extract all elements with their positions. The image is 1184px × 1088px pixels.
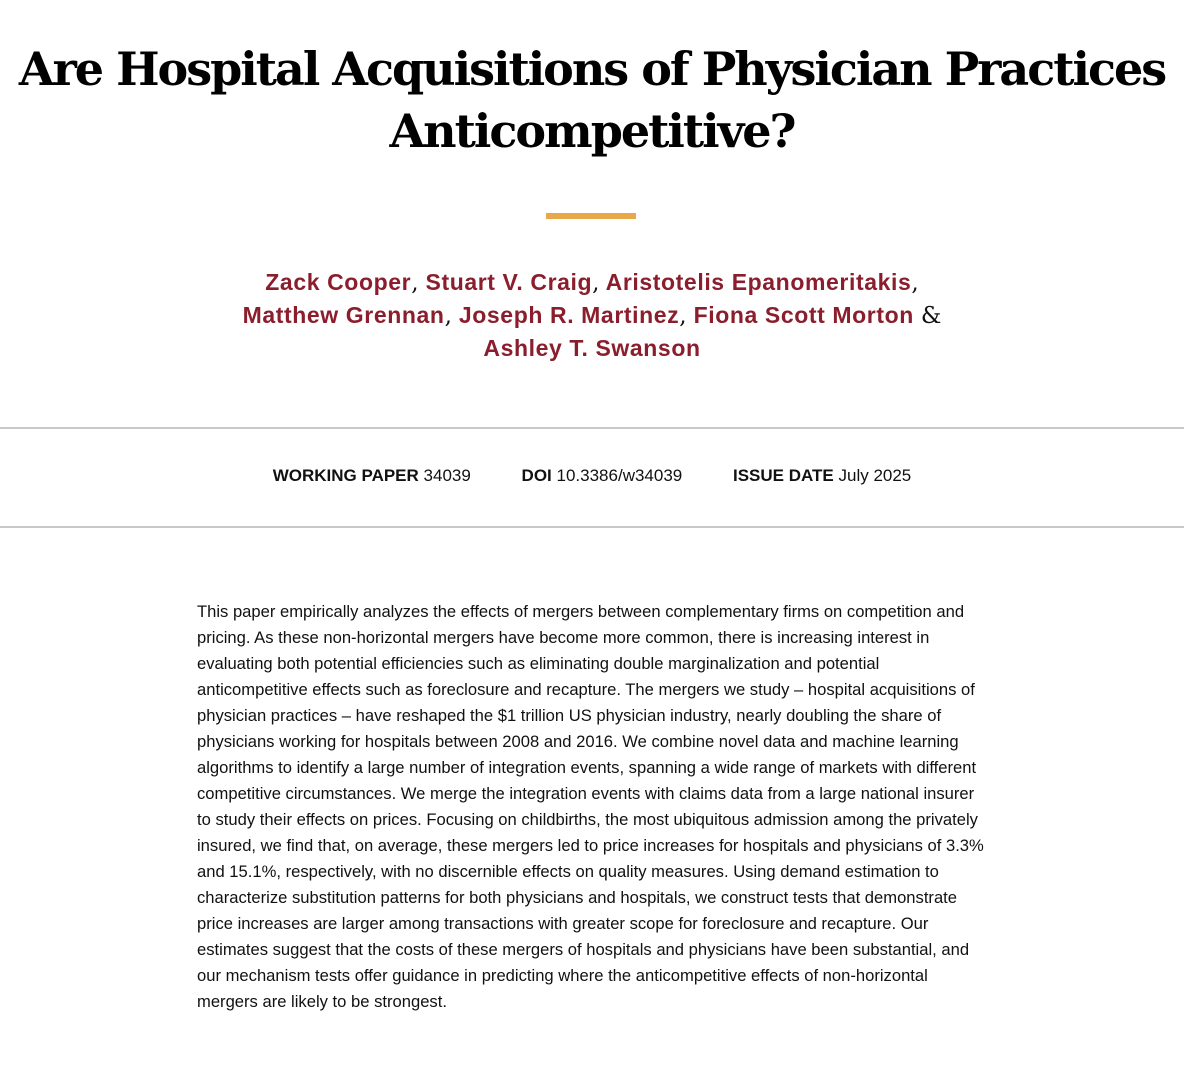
meta-bottom-divider (0, 526, 1184, 528)
author-link-aristotelis-epanomeritakis[interactable]: Aristotelis Epanomeritakis (605, 269, 912, 295)
issue-date-meta (733, 462, 911, 490)
author-separator-and: & (920, 303, 942, 329)
working-paper-meta (273, 462, 471, 490)
title-accent-divider (546, 213, 636, 219)
doi-value: 10.3386/w34039 (556, 466, 683, 485)
author-link-fiona-scott-morton[interactable]: Fiona Scott Morton (693, 302, 914, 328)
author-separator: , (411, 270, 419, 296)
author-separator: , (911, 270, 919, 296)
title-line-2: Anticompetitive? (389, 104, 795, 158)
author-separator: , (592, 270, 600, 296)
doi-meta (522, 462, 683, 490)
working-paper-label: WORKING PAPER (272, 466, 419, 485)
author-link-ashley-swanson[interactable]: Ashley T. Swanson (483, 335, 701, 361)
author-link-zack-cooper[interactable]: Zack Cooper (265, 269, 412, 295)
author-link-stuart-craig[interactable]: Stuart V. Craig (425, 269, 593, 295)
issue-date-value: July 2025 (838, 466, 912, 485)
title-line-1: Are Hospital Acquisitions of Physician Practices (18, 42, 1166, 96)
page-title (0, 38, 1184, 162)
author-separator: , (444, 303, 452, 329)
author-link-matthew-grennan[interactable]: Matthew Grennan (242, 302, 445, 328)
abstract-text: This paper empirically analyzes the effects of mergers between complementary firms on competition and pricing. As these non-horizontal mergers have become more common, there is increasing interest in evaluating both potential efficiencies such as eliminating double marginalization and potential anticompetitive effects such as foreclosure and recapture. The mergers we study – hospital acquisitions of physician practices – have reshaped the $1 trillion US physician industry, nearly doubling the share of physicians working for hospitals between 2008 and 2016. We combine novel data and machine learning algorithms to identify a large number of integration events, spanning a wide range of markets with different competitive circumstances. We merge the integration events with claims data from a large national insurer to study their effects on prices. Focusing on childbirths, the most ubiquitous admission among the privately insured, we find that, on average, these mergers led to price increases for hospitals and physicians of 3.3% and 15.1%, respectively, with no discernible effects on quality measures. Using demand estimation to characterize substitution patterns for both physicians and hospitals, we construct tests that demonstrate price increases are larger among transactions with greater scope for foreclosure and recapture. Our estimates suggest that the costs of these mergers of hospitals and physicians have been substantial, and our mechanism tests offer guidance in predicting where the anticompetitive effects of non-horizontal mergers are likely to be strongest. (197, 602, 984, 1011)
author-separator: , (679, 303, 687, 329)
author-list (0, 266, 1184, 364)
working-paper-value: 34039 (423, 466, 471, 485)
paper-meta-bar (0, 462, 1184, 490)
doi-label: DOI (521, 466, 552, 485)
meta-top-divider (0, 427, 1184, 429)
author-link-joseph-martinez[interactable]: Joseph R. Martinez (458, 302, 680, 328)
issue-date-label: ISSUE DATE (732, 466, 834, 485)
